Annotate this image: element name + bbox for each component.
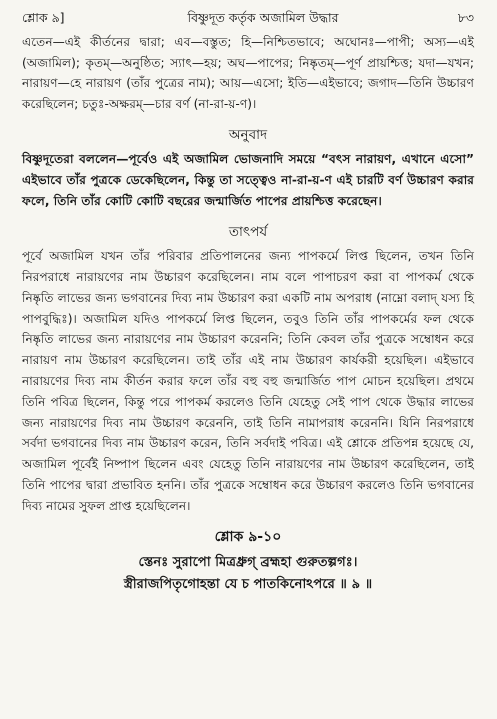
translation-text: বিষ্ণুদূতেরা বললেন—পূর্বেও এই অজামিল ভোজনাদি সময়ে “বৎস নারায়ণ, এখানে এসো” এইভাবে তাঁর পুত্রকে ডেকেছিলেন, কিন্তু তা সত্ত্বেও না-রা-য়-ণ এই চারটি বর্ণ উচ্চারণ করার ফলে, তিনি তাঁর কোটি কোটি বছরের জন্মার্জিত পাপের প্রায়শ্চিত্ত করেছেন।: [22, 152, 474, 208]
book-page: [22, 10, 474, 596]
next-verse-heading: শ্লোক ৯-১০: [214, 528, 282, 545]
verse-line-1: স্তেনঃ সুরাপো মিত্রধ্রুগ্ ব্রহ্মহা গুরুতল্পগঃ।: [138, 554, 358, 570]
synonyms-paragraph: এতেন—এই কীর্তনের দ্বারা; এব—বস্তুত; হি—নিশ্চিতভাবে; অঘোনঃ—পাপী; অস্য—এই (অজামিল); কৃতম্—অনুষ্ঠিত; স্যাৎ—হয়; অঘ—পাপের; নিষ্কৃতম্—পূর্ণ প্রায়শ্চিত্ত; যদা—যখন; নারায়ণ—হে নারায়ণ (তাঁর পুত্রের নাম); আয়—এসো; ইতি—এইভাবে; জগাদ—তিনি উচ্চারণ করেছিলেন; চতুঃ-অক্ষরম্—চার বর্ণ (না-রা-য়-ণ)।: [22, 35, 474, 111]
purport-heading: তাৎপর্য: [228, 224, 268, 241]
purport-text: পূর্বে অজামিল যখন তাঁর পরিবার প্রতিপালনের জন্য পাপকর্মে লিপ্ত ছিলেন, তখন তিনি নিরপরাধে নারায়ণের নাম উচ্চারণ করেছিলেন। নাম বলে পাপাচরণ করা বা পাপকর্ম থেকে নিষ্কৃতি লাভের জন্য ভগবানের দিব্য নাম উচ্চারণ করা একটি নাম অপরাধ (নাম্নো বলাদ্ যস্য হি পাপবুদ্ধিঃ)। অজামিল যদিও পাপকর্মে লিপ্ত ছিলেন, তবুও তিনি তাঁর পাপকর্মের ফল থেকে নিষ্কৃতি লাভের জন্য নারায়ণের নাম উচ্চারণ করেননি; তিনি কেবল তাঁর পুত্রকে সম্বোধন করে নারায়ণ নাম উচ্চারণ করেছিলেন। তাই তাঁর এই নাম উচ্চারণ কার্যকরী হয়েছিল। এইভাবে নারায়ণের দিব্য নাম কীর্তন করার ফলে তাঁর বহু বহু জন্মার্জিত পাপ মোচন হয়েছিল। প্রথমে তিনি পবিত্র ছিলেন, কিন্তু পরে পাপকর্ম করলেও তিনি যেহেতু সেই পাপ থেকে উদ্ধার লাভের জন্য নারায়ণের দিব্য নাম উচ্চারণ করেননি, তাই তিনি নামাপরাধ করেননি। যিনি নিরপরাধে সর্বদা ভগবানের দিব্য নাম উচ্চারণ করেন, তিনি সর্বদাই পবিত্র। এই শ্লোকে প্রতিপন্ন হয়েছে যে, অজামিল পূর্বেই নিষ্পাপ ছিলেন এবং যেহেতু তিনি নারায়ণের নাম উচ্চারণ করেছিলেন, তাই তিনি পাপের দ্বারা প্রভাবিত হননি। তাঁর পুত্রকে সম্বোধন করে উচ্চারণ করলেও তিনি ভগবানের দিব্য নামের সুফল প্রাপ্ত হয়েছিলেন।: [22, 249, 474, 513]
header-chapter-title: বিষ্ণুদূত কর্তৃক অজামিল উদ্ধার: [187, 10, 339, 25]
header-verse-ref: শ্লোক ৯]: [22, 10, 65, 25]
purport-section: [22, 246, 474, 516]
translation-heading: অনুবাদ: [228, 127, 268, 144]
verse-line-2: স্ত্রীরাজপিতৃগোহন্তা যে চ পাতকিনোঽপরে ॥ ৯ ॥: [123, 576, 373, 592]
page-number: ৮৩: [457, 10, 474, 25]
running-header: [22, 10, 474, 32]
